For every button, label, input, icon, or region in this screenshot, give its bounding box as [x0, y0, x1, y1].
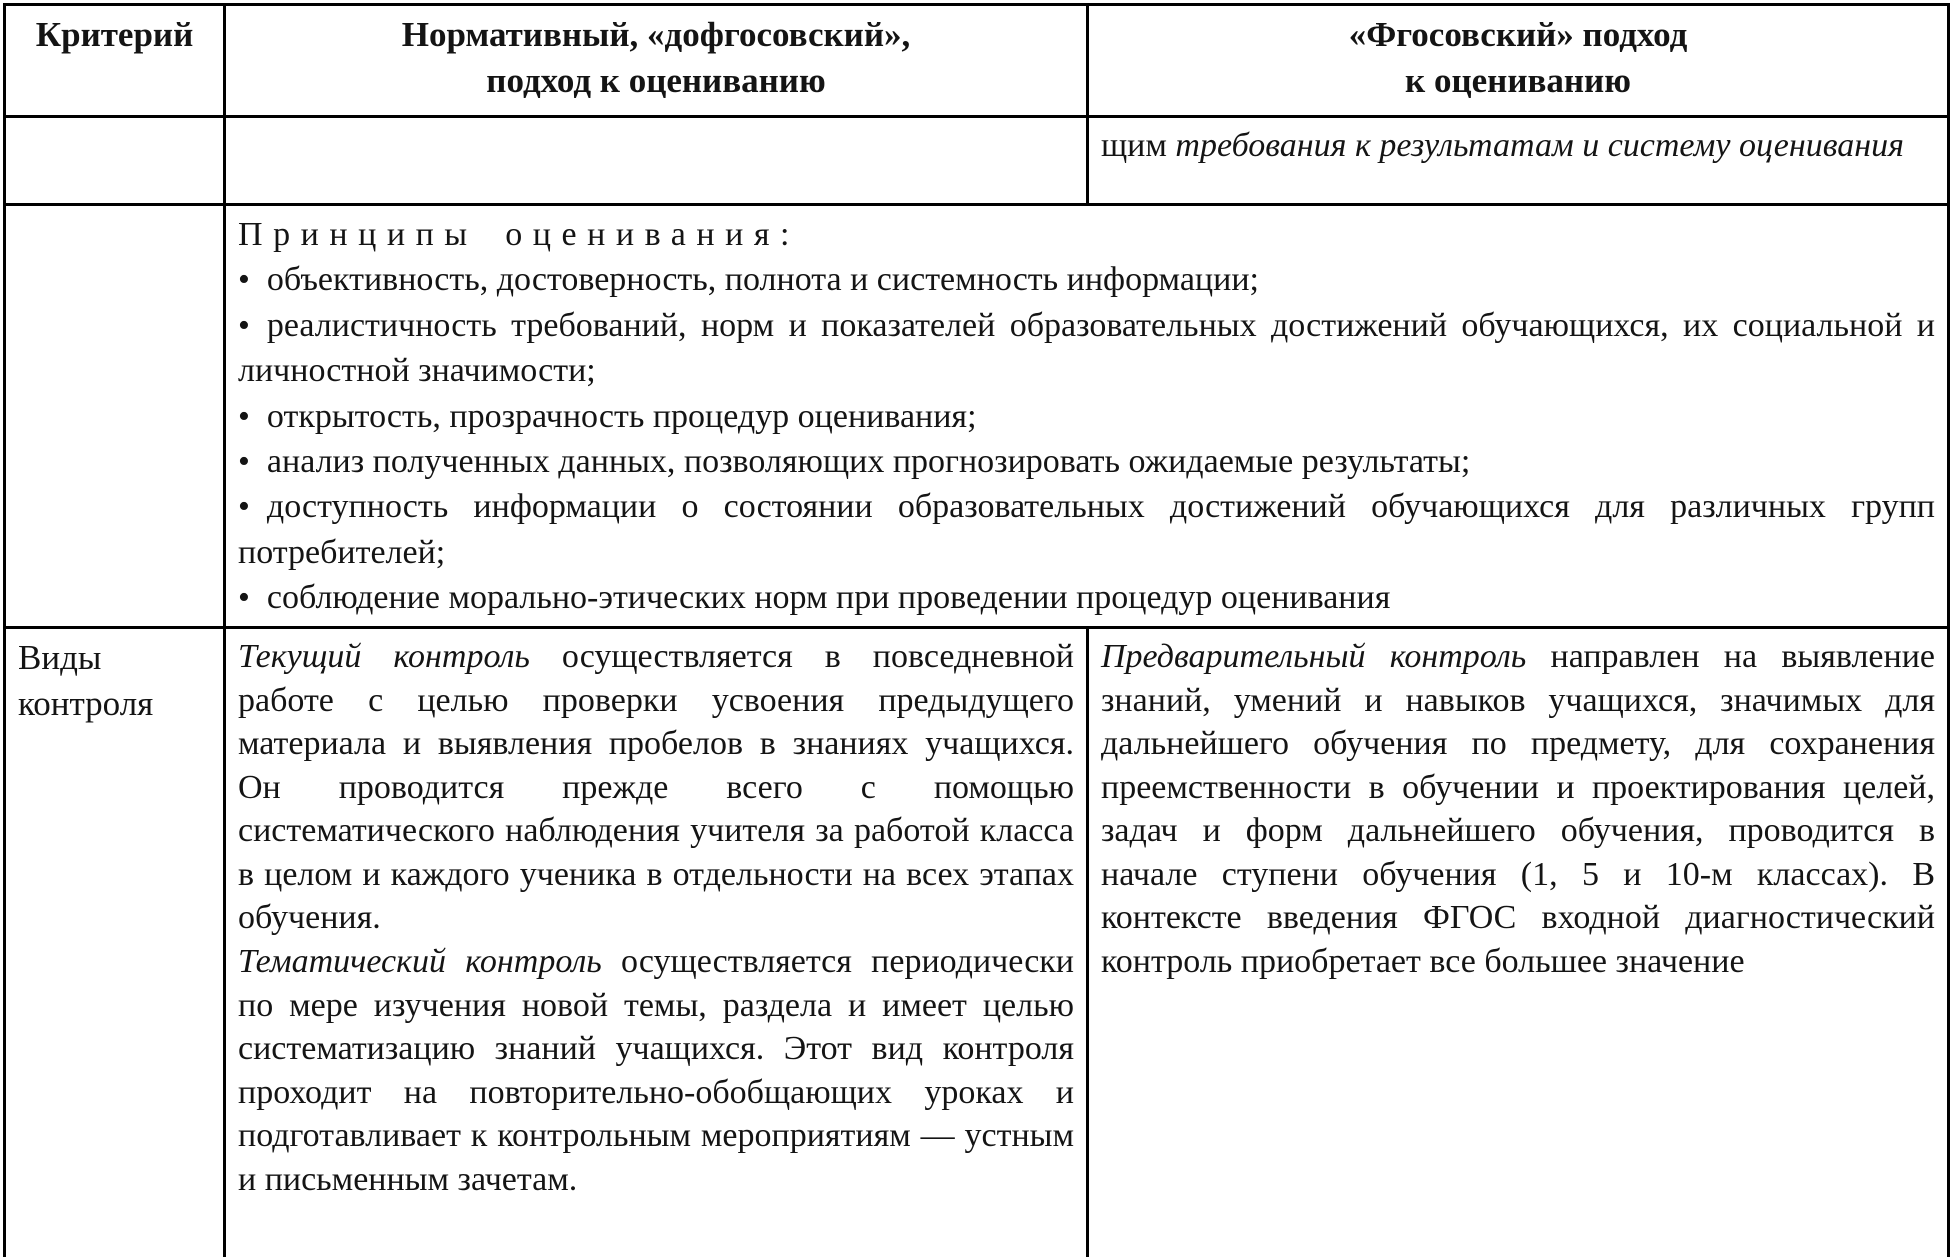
- control-types-criterion-label: Виды контроля: [18, 638, 154, 723]
- continuation-cell-normative-empty: [225, 117, 1088, 205]
- header-cell-fgos-approach: [1088, 5, 1949, 117]
- header-row: [5, 5, 1949, 117]
- continuation-row: [5, 117, 1949, 205]
- continuation-cell-criterion-empty: [5, 117, 225, 205]
- principles-row: [5, 205, 1949, 628]
- header-normative-label: Нормативный, «дофгосовский», подход к оцениванию: [401, 15, 911, 100]
- header-criterion-label: Критерий: [35, 15, 194, 54]
- control-types-cell-fgos-text: Предварительный контроль направлен на выявление знаний, умений и навыков учащихся, значимых для дальнейшего обучения по предмету, для сохранения преемственности в обучении и проектирования целей, задач и форм дальнейшего обучения, проводится в начале ступени обучения (1, 5 и 10-м классах). В контексте введения ФГОС входной диагностический контроль приобретает все большее значение: [1088, 628, 1949, 1257]
- control-types-row: [5, 628, 1949, 1257]
- principles-cell-criterion-empty: [5, 205, 225, 628]
- header-cell-criterion: [5, 5, 225, 117]
- assessment-comparison-table: [3, 3, 1950, 1257]
- control-types-cell-criterion: [5, 628, 225, 1257]
- principles-bullet-list: • объективность, достоверность, полнота и системность информации; • реалистичность требований, норм и показателей образовательных достижений обучающихся, их социальной и личностной значимости; • открытость, прозрачность процедур оценивания; • анализ полученных данных, позволяющих прогнозировать ожидаемые результаты; • доступность информации о состоянии образовательных достижений обучающихся для различных групп потребителей; • соблюдение морально-этических норм при проведении процедур оценивания: [238, 261, 1935, 616]
- principles-merged-cell: [225, 205, 1949, 628]
- continuation-cell-fgos-text: щим требования к результатам и систему оценивания: [1088, 117, 1949, 205]
- principles-heading: Принципы оценивания:: [238, 216, 801, 253]
- header-fgos-label: «Фгосовский» подход к оцениванию: [1348, 15, 1688, 100]
- header-cell-normative-approach: [225, 5, 1088, 117]
- control-types-cell-normative-text: Текущий контроль осуществляется в повседневной работе с целью проверки усвоения предыдущего материала и выявления пробелов в знаниях учащихся. Он проводится прежде всего с помощью систематического наблюдения учителя за работой класса в целом и каждого ученика в отдельности на всех этапах обучения. Тематический контроль осуществляется периодически по мере изучения новой темы, раздела и имеет целью систематизацию знаний учащихся. Этот вид контроля проходит на повторительно-обобщающих уроках и подготавливает к контрольным мероприятиям — устным и письменным зачетам.: [225, 628, 1088, 1257]
